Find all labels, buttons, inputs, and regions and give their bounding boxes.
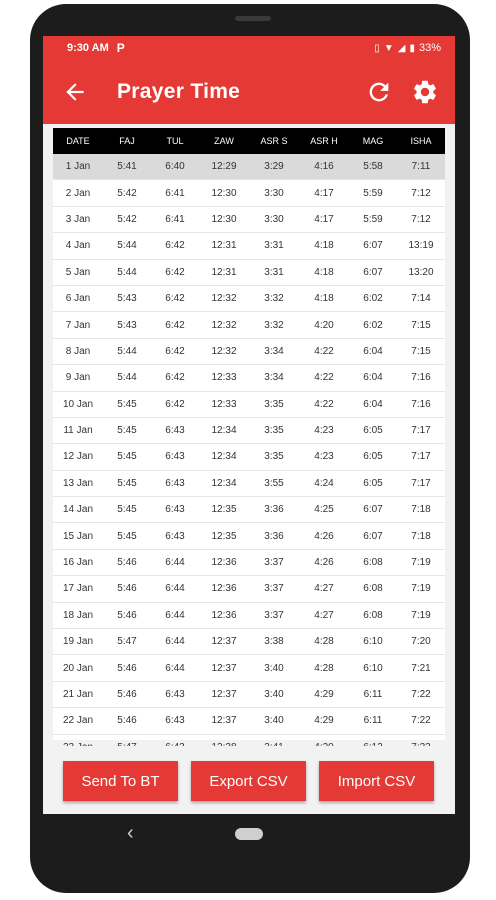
table-cell: 13:19 — [397, 233, 445, 259]
table-cell: 7:16 — [397, 391, 445, 417]
table-cell: 4:23 — [299, 444, 349, 470]
table-row[interactable] — [53, 338, 445, 364]
table-row[interactable] — [53, 708, 445, 734]
table-cell: 7:22 — [397, 681, 445, 707]
table-cell: 13 Jan — [53, 470, 103, 496]
table-cell: 5:45 — [103, 497, 151, 523]
table-cell: 12:30 — [199, 206, 249, 232]
vibrate-icon: ▯ — [374, 42, 380, 54]
table-cell: 3:55 — [249, 470, 299, 496]
notification-p-icon: P — [116, 41, 125, 55]
table-cell: 7:16 — [397, 365, 445, 391]
table-cell: 4:17 — [299, 180, 349, 206]
table-header — [53, 128, 445, 154]
table-cell: 7:12 — [397, 180, 445, 206]
table-cell: 7:18 — [397, 523, 445, 549]
table-cell: 7:19 — [397, 576, 445, 602]
table-row[interactable] — [53, 285, 445, 311]
table-cell: 3:35 — [249, 417, 299, 443]
table-cell: 6:42 — [151, 365, 199, 391]
table-cell: 6:42 — [151, 233, 199, 259]
table-cell: 5:41 — [103, 154, 151, 180]
table-cell: 9 Jan — [53, 365, 103, 391]
table-cell: 12:37 — [199, 708, 249, 734]
table-cell: 7:11 — [397, 154, 445, 180]
table-cell: 7:14 — [397, 285, 445, 311]
status-bar — [43, 36, 455, 60]
table-cell: 12:34 — [199, 444, 249, 470]
column-header: ISHA — [397, 128, 445, 154]
arrow-left-icon — [62, 79, 88, 105]
table-cell: 3:35 — [249, 444, 299, 470]
table-cell: 3:36 — [249, 497, 299, 523]
table-cell: 12:35 — [199, 523, 249, 549]
table-cell: 3:37 — [249, 549, 299, 575]
settings-button[interactable] — [409, 76, 441, 108]
table-cell: 7:12 — [397, 206, 445, 232]
table-cell: 12:31 — [199, 233, 249, 259]
table-cell: 5:46 — [103, 655, 151, 681]
phone-speaker — [235, 16, 271, 21]
table-cell: 3:31 — [249, 259, 299, 285]
table-cell: 4:26 — [299, 549, 349, 575]
table-cell: 6:08 — [349, 576, 397, 602]
table-cell: 5:44 — [103, 259, 151, 285]
table-cell: 17 Jan — [53, 576, 103, 602]
table-cell: 6:43 — [151, 681, 199, 707]
table-cell: 7 Jan — [53, 312, 103, 338]
table-row[interactable] — [53, 391, 445, 417]
table-cell: 4:26 — [299, 523, 349, 549]
table-cell: 18 Jan — [53, 602, 103, 628]
table-cell: 12:30 — [199, 180, 249, 206]
table-cell: 5:46 — [103, 576, 151, 602]
table-cell: 7:17 — [397, 444, 445, 470]
table-cell: 7:19 — [397, 602, 445, 628]
table-cell: 6:10 — [349, 655, 397, 681]
table-cell: 4:18 — [299, 259, 349, 285]
table-cell: 6:11 — [349, 681, 397, 707]
table-cell: 5:58 — [349, 154, 397, 180]
table-cell: 5:46 — [103, 549, 151, 575]
android-nav-bar — [43, 814, 455, 856]
table-cell: 5:45 — [103, 391, 151, 417]
table-cell: 4:22 — [299, 365, 349, 391]
export-csv-button[interactable]: Export CSV — [191, 761, 306, 801]
table-cell: 5:44 — [103, 365, 151, 391]
table-cell: 4:28 — [299, 629, 349, 655]
table-cell: 6:08 — [349, 602, 397, 628]
table-cell: 3:38 — [249, 629, 299, 655]
table-cell: 6:44 — [151, 576, 199, 602]
table-cell: 6:42 — [151, 312, 199, 338]
table-row[interactable] — [53, 681, 445, 707]
table-cell: 6:42 — [151, 391, 199, 417]
table-cell: 12:35 — [199, 497, 249, 523]
table-cell: 12:32 — [199, 312, 249, 338]
table-cell: 12 Jan — [53, 444, 103, 470]
table-cell: 3:40 — [249, 681, 299, 707]
table-cell: 6:43 — [151, 708, 199, 734]
table-cell: 6:42 — [151, 338, 199, 364]
table-cell: 6:42 — [151, 259, 199, 285]
nav-home-icon[interactable] — [235, 828, 263, 840]
table-cell: 14 Jan — [53, 497, 103, 523]
table-cell: 4:22 — [299, 338, 349, 364]
table-cell: 4:18 — [299, 285, 349, 311]
table-cell: 5:46 — [103, 681, 151, 707]
table-cell: 3:35 — [249, 391, 299, 417]
table-cell: 13:20 — [397, 259, 445, 285]
table-row[interactable] — [53, 549, 445, 575]
table-cell: 3:37 — [249, 576, 299, 602]
table-cell: 5:47 — [103, 629, 151, 655]
table-cell: 4:29 — [299, 708, 349, 734]
table-cell: 12:32 — [199, 285, 249, 311]
table-row[interactable] — [53, 180, 445, 206]
table-cell: 6:42 — [151, 285, 199, 311]
refresh-button[interactable] — [363, 76, 395, 108]
table-cell: 3:29 — [249, 154, 299, 180]
table-cell: 6:02 — [349, 312, 397, 338]
column-header: ASR H — [299, 128, 349, 154]
column-header: FAJ — [103, 128, 151, 154]
table-cell: 12:36 — [199, 576, 249, 602]
table-cell: 5:45 — [103, 470, 151, 496]
table-cell: 6:41 — [151, 206, 199, 232]
table-cell: 22 Jan — [53, 708, 103, 734]
table-cell: 5:43 — [103, 312, 151, 338]
import-csv-button[interactable]: Import CSV — [319, 761, 434, 801]
table-cell: 6:44 — [151, 629, 199, 655]
table-row[interactable] — [53, 206, 445, 232]
table-row[interactable] — [53, 629, 445, 655]
table-cell: 12:36 — [199, 602, 249, 628]
table-cell: 1 Jan — [53, 154, 103, 180]
table-cell: 19 Jan — [53, 629, 103, 655]
table-cell: 3:32 — [249, 312, 299, 338]
table-cell: 6:05 — [349, 417, 397, 443]
table-cell: 5:46 — [103, 602, 151, 628]
table-cell: 7:22 — [397, 708, 445, 734]
table-cell: 12:37 — [199, 655, 249, 681]
table-cell: 4:29 — [299, 681, 349, 707]
table-row[interactable] — [53, 497, 445, 523]
table-cell: 10 Jan — [53, 391, 103, 417]
table-cell: 12:32 — [199, 338, 249, 364]
table-cell: 5:43 — [103, 285, 151, 311]
send-to-bt-button[interactable]: Send To BT — [63, 761, 178, 801]
table-cell: 3:31 — [249, 233, 299, 259]
table-cell: 6:05 — [349, 470, 397, 496]
table-body — [53, 154, 445, 760]
table-cell: 5:59 — [349, 180, 397, 206]
table-cell: 5 Jan — [53, 259, 103, 285]
table-cell: 3:32 — [249, 285, 299, 311]
column-header: DATE — [53, 128, 103, 154]
table-cell: 6:07 — [349, 497, 397, 523]
table-cell: 6:10 — [349, 629, 397, 655]
table-cell: 5:45 — [103, 417, 151, 443]
table-cell: 6:43 — [151, 497, 199, 523]
column-header: MAG — [349, 128, 397, 154]
table-cell: 4:16 — [299, 154, 349, 180]
table-cell: 6:05 — [349, 444, 397, 470]
table-cell: 3:36 — [249, 523, 299, 549]
table-cell: 3:34 — [249, 365, 299, 391]
table-cell: 4:28 — [299, 655, 349, 681]
table-cell: 12:36 — [199, 549, 249, 575]
table-cell: 7:17 — [397, 417, 445, 443]
status-time: 9:30 AM — [67, 42, 109, 54]
table-cell: 12:34 — [199, 470, 249, 496]
table-cell: 21 Jan — [53, 681, 103, 707]
table-row[interactable] — [53, 365, 445, 391]
table-cell: 4:22 — [299, 391, 349, 417]
table-cell: 4:20 — [299, 312, 349, 338]
table-row[interactable] — [53, 523, 445, 549]
nav-back-icon[interactable]: ‹ — [127, 822, 134, 844]
screen — [43, 36, 455, 814]
table-cell: 7:20 — [397, 629, 445, 655]
table-cell: 6:08 — [349, 549, 397, 575]
column-header: TUL — [151, 128, 199, 154]
column-header: ASR S — [249, 128, 299, 154]
table-row[interactable] — [53, 602, 445, 628]
table-cell: 7:18 — [397, 497, 445, 523]
table-row[interactable] — [53, 444, 445, 470]
table-cell: 5:59 — [349, 206, 397, 232]
table-cell: 4:23 — [299, 417, 349, 443]
table-cell: 4 Jan — [53, 233, 103, 259]
back-button[interactable] — [59, 76, 91, 108]
table-cell: 3:30 — [249, 206, 299, 232]
table-cell: 3 Jan — [53, 206, 103, 232]
table-cell: 7:15 — [397, 338, 445, 364]
table-cell: 11 Jan — [53, 417, 103, 443]
signal-icon: ◢ — [397, 42, 406, 54]
table-cell: 6:02 — [349, 285, 397, 311]
table-row[interactable] — [53, 259, 445, 285]
table-cell: 3:34 — [249, 338, 299, 364]
column-header: ZAW — [199, 128, 249, 154]
table-row[interactable] — [53, 470, 445, 496]
table-cell: 12:37 — [199, 681, 249, 707]
table-cell: 4:27 — [299, 576, 349, 602]
table-cell: 12:33 — [199, 365, 249, 391]
table-cell: 12:29 — [199, 154, 249, 180]
table-cell: 6:07 — [349, 233, 397, 259]
table-row[interactable] — [53, 154, 445, 180]
table-row[interactable] — [53, 233, 445, 259]
table-cell: 8 Jan — [53, 338, 103, 364]
table-cell: 3:40 — [249, 708, 299, 734]
table-cell: 5:45 — [103, 444, 151, 470]
table-cell: 7:21 — [397, 655, 445, 681]
table-cell: 7:17 — [397, 470, 445, 496]
button-bar — [43, 746, 455, 814]
table-cell: 15 Jan — [53, 523, 103, 549]
table-cell: 5:42 — [103, 180, 151, 206]
prayer-times-table — [53, 128, 445, 761]
table-cell: 3:37 — [249, 602, 299, 628]
table-row[interactable] — [53, 417, 445, 443]
table-cell: 12:31 — [199, 259, 249, 285]
wifi-icon: ▼ — [383, 42, 394, 54]
table-cell: 6:11 — [349, 708, 397, 734]
table-cell: 6:43 — [151, 523, 199, 549]
refresh-icon — [365, 78, 393, 106]
table-cell: 6:40 — [151, 154, 199, 180]
table-cell: 5:44 — [103, 233, 151, 259]
table-row[interactable] — [53, 655, 445, 681]
table-cell: 6:43 — [151, 444, 199, 470]
table-cell: 6 Jan — [53, 285, 103, 311]
table-row[interactable] — [53, 576, 445, 602]
table-cell: 6:07 — [349, 523, 397, 549]
table-cell: 16 Jan — [53, 549, 103, 575]
status-icons — [374, 42, 441, 54]
prayer-table-card — [53, 128, 445, 740]
table-cell: 3:40 — [249, 655, 299, 681]
table-cell: 7:15 — [397, 312, 445, 338]
table-cell: 6:44 — [151, 655, 199, 681]
table-cell: 4:17 — [299, 206, 349, 232]
table-cell: 12:37 — [199, 629, 249, 655]
gear-icon — [411, 78, 439, 106]
table-row[interactable] — [53, 312, 445, 338]
table-cell: 5:44 — [103, 338, 151, 364]
battery-percent: 33% — [418, 42, 441, 54]
table-cell: 5:46 — [103, 708, 151, 734]
table-cell: 6:43 — [151, 470, 199, 496]
table-cell: 7:19 — [397, 549, 445, 575]
table-cell: 4:18 — [299, 233, 349, 259]
table-cell: 6:41 — [151, 180, 199, 206]
table-cell: 6:04 — [349, 365, 397, 391]
table-cell: 6:43 — [151, 417, 199, 443]
table-cell: 4:24 — [299, 470, 349, 496]
table-cell: 6:44 — [151, 602, 199, 628]
table-cell: 6:04 — [349, 391, 397, 417]
table-cell: 4:27 — [299, 602, 349, 628]
table-cell: 4:25 — [299, 497, 349, 523]
table-cell: 12:33 — [199, 391, 249, 417]
table-cell: 12:34 — [199, 417, 249, 443]
table-cell: 5:45 — [103, 523, 151, 549]
table-cell: 6:44 — [151, 549, 199, 575]
page-title: Prayer Time — [117, 80, 241, 103]
table-cell: 20 Jan — [53, 655, 103, 681]
table-cell: 6:04 — [349, 338, 397, 364]
table-cell: 2 Jan — [53, 180, 103, 206]
battery-icon: ▮ — [409, 42, 415, 54]
table-cell: 5:42 — [103, 206, 151, 232]
app-bar — [43, 60, 455, 124]
table-cell: 3:30 — [249, 180, 299, 206]
table-cell: 6:07 — [349, 259, 397, 285]
